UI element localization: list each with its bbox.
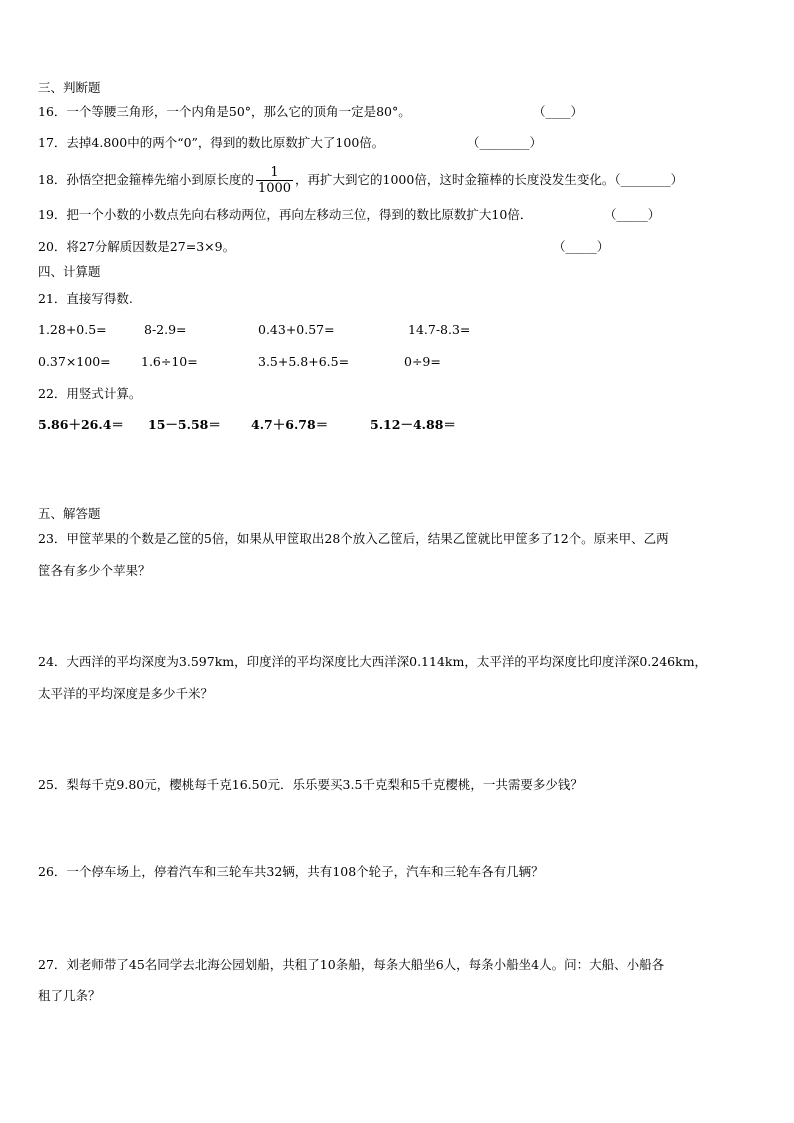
answer-blank-16[interactable]: （____） <box>533 104 584 119</box>
question-21: 21．直接写得数. <box>38 291 133 306</box>
question-25: 25．梨每千克9.80元，樱桃每千克16.50元．乐乐要买3.5千克梨和5千克樱桃，一共需要多少钱？ <box>38 777 583 792</box>
calc-item: 0.43+0.57= <box>258 322 335 337</box>
answer-blank-17[interactable]: （________） <box>467 135 543 150</box>
calc-item: 0.37×100= <box>38 354 111 369</box>
question-27-line-2: 租了几条？ <box>38 988 101 1003</box>
calc-item: 8-2.9= <box>144 322 187 337</box>
question-18-text-after: ，再扩大到它的1000倍，这时金箍棒的长度没发生变化。（________） <box>295 172 684 187</box>
fraction-denominator: 1000 <box>257 181 292 196</box>
fraction-1-over-1000 <box>256 165 293 196</box>
question-22: 22．用竖式计算。 <box>38 386 142 401</box>
question-17: 17．去掉4.800中的两个“0”，得到的数比原数扩大了100倍。 <box>38 135 385 150</box>
question-27-line-1: 27．刘老师带了45名同学去北海公园划船，共租了10条船，每条大船坐6人，每条小船坐4人。问：大船、小船各 <box>38 957 665 972</box>
calc-item: 1.6÷10= <box>141 354 198 369</box>
calc-item: 0÷9= <box>404 354 441 369</box>
section-4-title: 四、计算题 <box>38 264 101 279</box>
answer-blank-19[interactable]: （_____） <box>604 207 661 222</box>
calc-item: 14.7-8.3= <box>408 322 471 337</box>
calc-item: 3.5+5.8+6.5= <box>258 354 350 369</box>
question-20: 20．将27分解质因数是27=3×9。 <box>38 239 236 254</box>
calc-item: 1.28+0.5= <box>38 322 107 337</box>
vertical-calc-item: 5.86＋26.4＝ <box>38 417 124 432</box>
section-3-title: 三、判断题 <box>38 80 101 95</box>
question-23-line-1: 23．甲筐苹果的个数是乙筐的5倍，如果从甲筐取出28个放入乙筐后，结果乙筐就比甲筐多了12个。原来甲、乙两 <box>38 531 669 546</box>
question-16: 16．一个等腰三角形，一个内角是50°，那么它的顶角一定是80°。 <box>38 104 411 119</box>
answer-blank-20[interactable]: （_____） <box>553 239 610 254</box>
vertical-calc-item: 4.7＋6.78＝ <box>251 417 329 432</box>
section-5-title: 五、解答题 <box>38 506 101 521</box>
question-23-line-2: 筐各有多少个苹果？ <box>38 563 151 578</box>
question-24-line-1: 24．大西洋的平均深度为3.597km，印度洋的平均深度比大西洋深0.114km，太平洋的平均深度比印度洋深0.246km， <box>38 654 708 669</box>
fraction-numerator: 1 <box>270 165 279 180</box>
vertical-calc-item: 5.12－4.88＝ <box>370 417 456 432</box>
question-18-text-before: 18．孙悟空把金箍棒先缩小到原长度的 <box>38 172 254 187</box>
vertical-calc-item: 15－5.58＝ <box>148 417 221 432</box>
question-24-line-2: 太平洋的平均深度是多少千米？ <box>38 686 214 701</box>
question-19: 19．把一个小数的小数点先向右移动两位，再向左移动三位，得到的数比原数扩大10倍． <box>38 207 533 222</box>
question-26: 26．一个停车场上，停着汽车和三轮车共32辆，共有108个轮子，汽车和三轮车各有几辆？ <box>38 864 544 879</box>
question-18 <box>38 162 683 198</box>
